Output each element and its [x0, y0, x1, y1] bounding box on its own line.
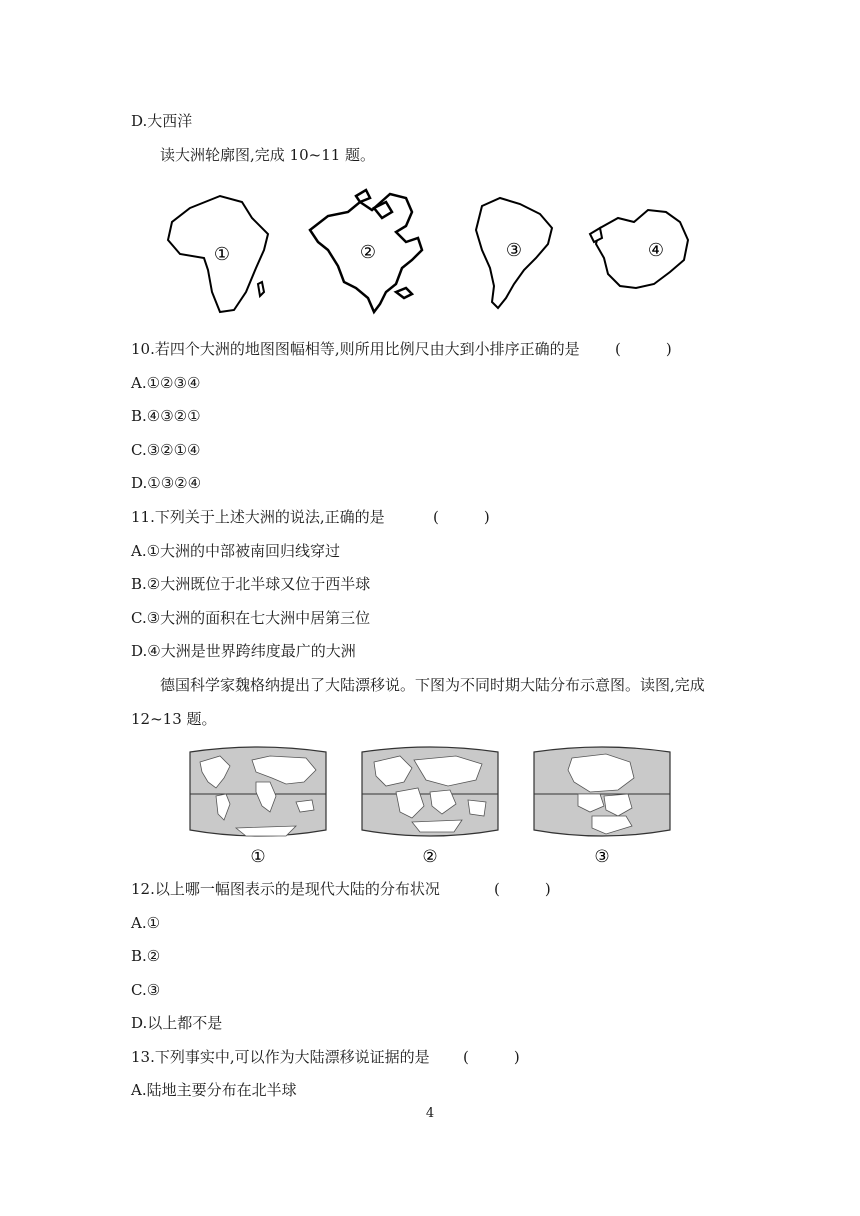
q10-option-c: C.③②①④ — [131, 441, 201, 459]
intro-12-13-line2: 12~13 题。 — [131, 710, 217, 728]
question-12: 12.以上哪一幅图表示的是现代大陆的分布状况 — [131, 880, 440, 898]
q11-option-d: D.④大洲是世界跨纬度最广的大洲 — [131, 642, 356, 660]
intro-12-13-line1: 德国科学家魏格纳提出了大陆漂移说。下图为不同时期大陆分布示意图。读图,完成 — [160, 676, 705, 694]
drift-label-2: ② — [422, 847, 438, 867]
question-13: 13.下列事实中,可以作为大陆漂移说证据的是 — [131, 1048, 430, 1066]
q12-option-d: D.以上都不是 — [131, 1014, 223, 1032]
drift-map-1 — [190, 747, 326, 836]
q9-option-d: D.大西洋 — [131, 112, 193, 130]
continent-outline-figure — [160, 188, 700, 324]
intro-10-11: 读大洲轮廓图,完成 10~11 题。 — [160, 146, 376, 164]
q10-option-a: A.①②③④ — [131, 374, 201, 392]
q13-option-a: A.陆地主要分布在北半球 — [131, 1081, 297, 1099]
q12-option-c: C.③ — [131, 981, 161, 999]
q12-option-a: A.① — [131, 914, 161, 932]
drift-map-2 — [362, 747, 498, 836]
drift-label-1: ① — [250, 847, 266, 867]
q11-option-b: B.②大洲既位于北半球又位于西半球 — [131, 575, 371, 593]
answer-paren-13: ( ) — [463, 1048, 520, 1066]
q10-option-b: B.④③②① — [131, 407, 201, 425]
continent-label-2: ② — [359, 242, 377, 263]
q10-option-d: D.①③②④ — [131, 474, 202, 492]
drift-map-3 — [534, 747, 670, 836]
answer-paren-12: ( ) — [494, 880, 551, 898]
page-number: 4 — [425, 1106, 435, 1121]
antarctica-outline — [590, 210, 688, 288]
question-10: 10.若四个大洲的地图图幅相等,则所用比例尺由大到小排序正确的是 — [131, 340, 580, 358]
answer-paren-11: ( ) — [433, 508, 490, 526]
continent-label-1: ① — [213, 244, 231, 265]
q12-option-b: B.② — [131, 947, 161, 965]
continental-drift-figure — [186, 742, 676, 868]
continent-label-4: ④ — [647, 240, 665, 261]
continent-label-3: ③ — [505, 240, 523, 261]
q11-option-a: A.①大洲的中部被南回归线穿过 — [131, 542, 341, 560]
drift-label-3: ③ — [594, 847, 610, 867]
answer-paren-10: ( ) — [615, 340, 672, 358]
q11-option-c: C.③大洲的面积在七大洲中居第三位 — [131, 609, 371, 627]
question-11: 11.下列关于上述大洲的说法,正确的是 — [131, 508, 385, 526]
